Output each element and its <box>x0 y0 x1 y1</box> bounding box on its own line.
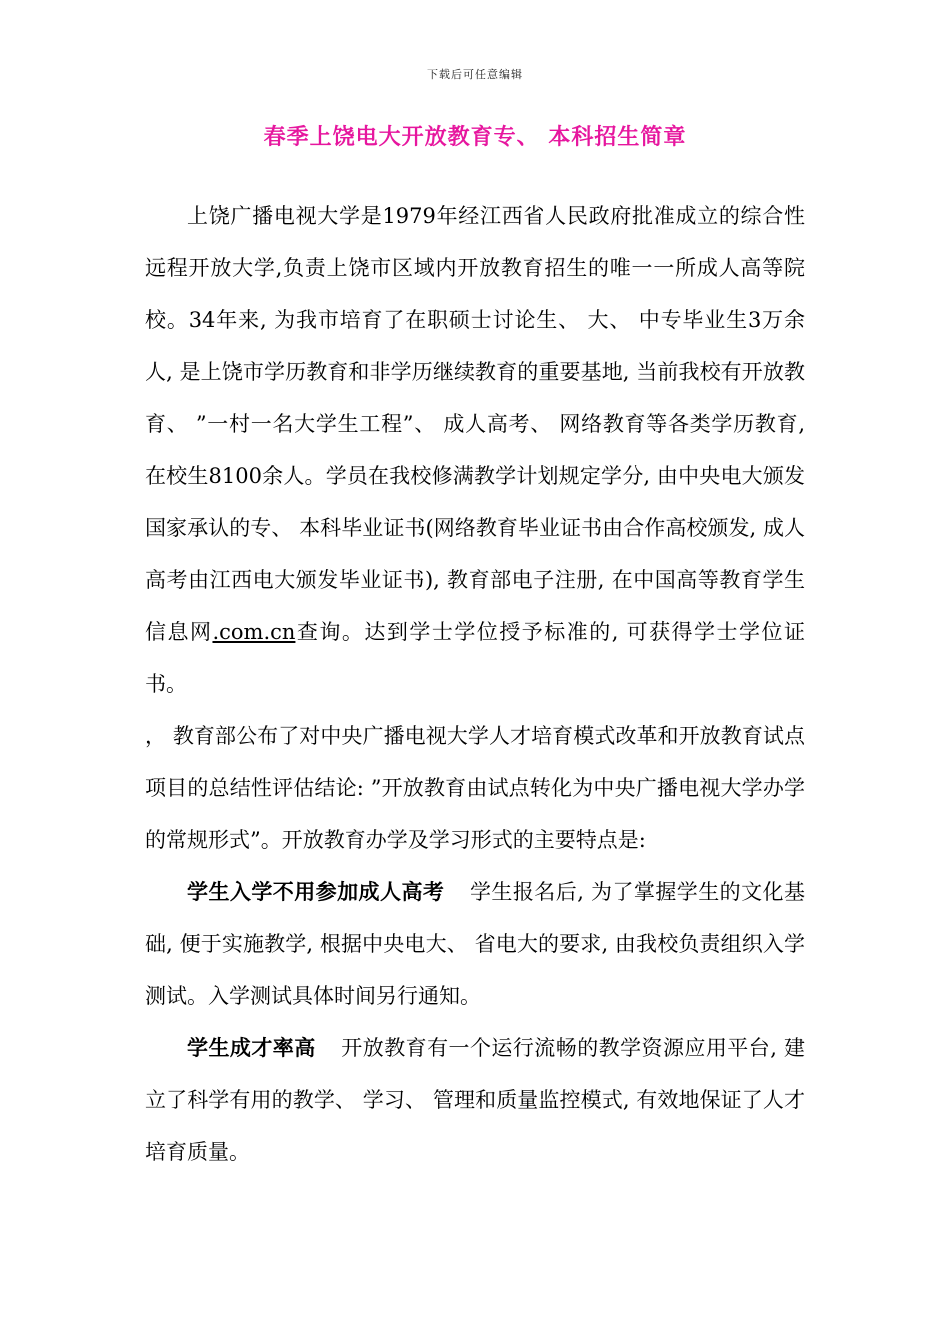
intro-text-part2: 查询。达到学士学位授予标准的, 可获得学士学位证书。 <box>145 620 805 696</box>
info-site-link[interactable]: .com.cn <box>212 620 296 644</box>
header-note: 下载后可任意编辑 <box>427 68 523 81</box>
feature-lead-success: 学生成才率高 <box>187 1036 316 1060</box>
intro-paragraph <box>145 190 805 710</box>
document-title: 春季上饶电大开放教育专、 本科招生简章 <box>263 125 687 150</box>
feature-text-success: 开放教育有一个运行流畅的教学资源应用平台, 建立了科学有用的教学、 学习、 管理和质量监控模式, 有效地保证了人才培育质量。 <box>145 1036 805 1164</box>
feature-lead-entrance: 学生入学不用参加成人高考 <box>187 880 445 904</box>
feature-text-entrance: 学生报名后, 为了掌握学生的文化基础, 便于实施教学, 根据中央电大、 省电大的要求, 由我校负责组织入学测试。入学测试具体时间另行通知。 <box>145 880 805 1008</box>
feature-paragraph-entrance <box>145 866 805 1022</box>
document-body <box>145 190 805 1178</box>
feature-paragraph-success <box>145 1022 805 1178</box>
intro-text-part1: 上饶广播电视大学是1979年经江西省人民政府批准成立的综合性远程开放大学,负责上饶市区域内开放教育招生的唯一一所成人高等院校。34年来, 为我市培育了在职硕士讨论生、 大、 中专毕业生3万余人, 是上饶市学历教育和非学历继续教育的重要基地, 当前我校有开放教育、 ”一村一名大学生工程”、 成人高考、 网络教育等各类学历教育, 在校生8100余人。学员在我校修满教学计划规定学分, 由中央电大颁发国家承认的专、 本科毕业证书(网络教育毕业证书由合作高校颁发, 成人高考由江西电大颁发毕业证书), 教育部电子注册, 在中国高等教育学生信息网 <box>145 204 805 644</box>
evaluation-paragraph: ， 教育部公布了对中央广播电视大学人才培育模式改革和开放教育试点项目的总结性评估结论: ”开放教育由试点转化为中央广播电视大学办学的常规形式”。开放教育办学及学习形式的主要特点是: <box>145 724 805 852</box>
